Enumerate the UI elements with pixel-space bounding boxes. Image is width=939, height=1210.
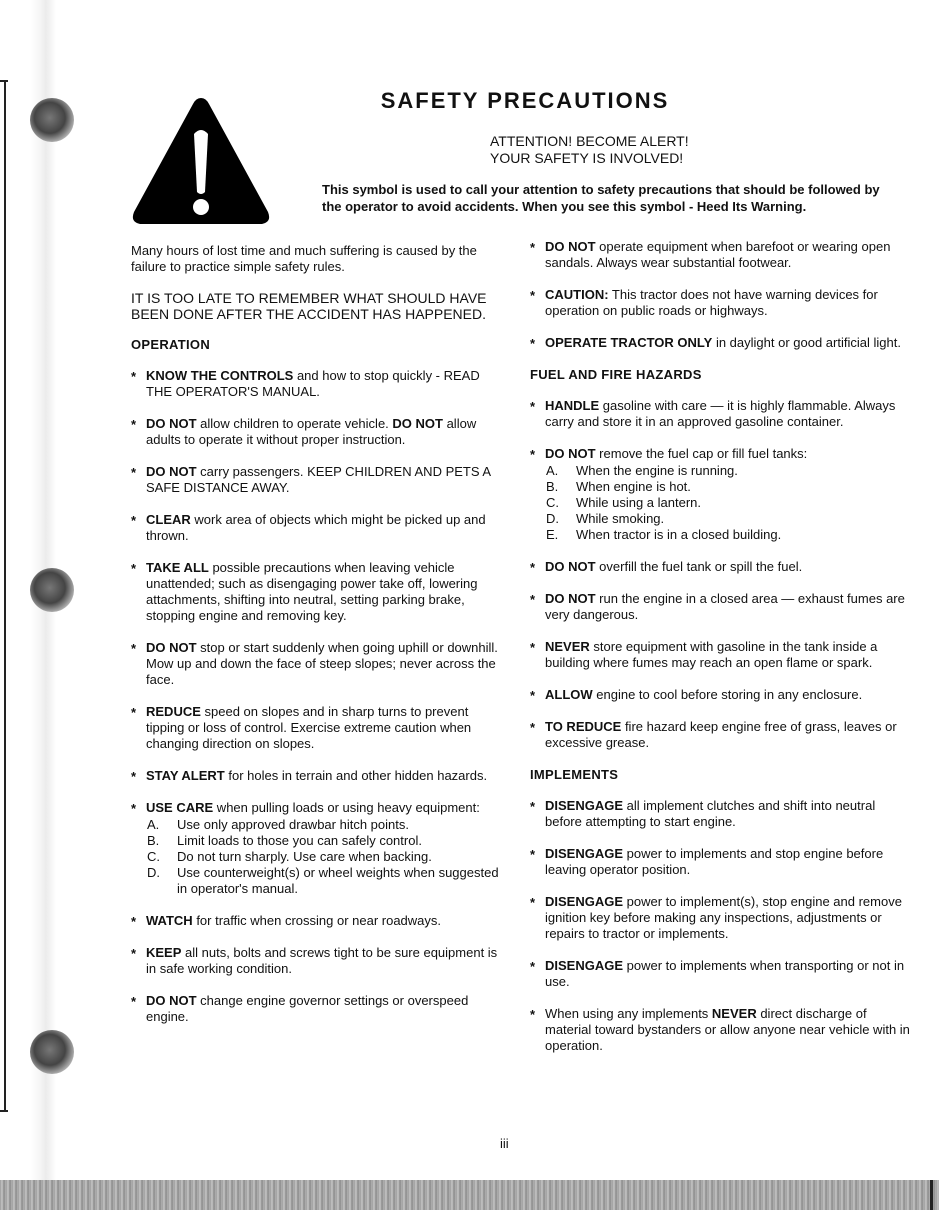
precaution-text: all implement clutches and shift into neutral before attempting to start engine. (545, 798, 876, 829)
precaution-item (530, 335, 910, 351)
sub-item-letter: A. (546, 463, 559, 478)
precaution-text: allow adults to operate it without proper instruction. (146, 416, 477, 447)
precaution-text: and how to stop quickly - READ THE OPERATOR'S MANUAL. (146, 368, 480, 399)
binder-edge-tick-bottom (0, 1110, 8, 1112)
sub-item-letter: E. (546, 527, 559, 542)
section-heading-implements: IMPLEMENTS (530, 767, 619, 782)
precaution-text: gasoline with care — it is highly flammable. Always carry and store it in an approved gasoline container. (545, 398, 896, 429)
symbol-explanation: This symbol is used to call your attention to safety precautions that should be followed by the operator to avoid accidents. When you see this symbol - Heed Its Warning. (322, 182, 880, 214)
precaution-item (530, 446, 910, 543)
sub-item (146, 865, 503, 897)
precaution-item (131, 416, 503, 448)
precaution-item (530, 398, 910, 430)
precaution-text: in daylight or good artificial light. (712, 335, 901, 350)
sub-item-text: Use counterweight(s) or wheel weights when suggested in operator's manual. (177, 865, 499, 896)
precaution-keyword: CAUTION: (545, 287, 609, 302)
precaution-keyword: DO NOT (146, 993, 197, 1008)
binder-edge-line (4, 80, 6, 1112)
sub-item-letter: D. (147, 865, 160, 880)
intro-text: Many hours of lost time and much suffering is caused by the failure to practice simple safety rules. (131, 243, 477, 274)
precaution-item (530, 798, 910, 830)
punch-hole-top (30, 98, 74, 142)
sub-item-text: Limit loads to those you can safely control. (177, 833, 422, 848)
precaution-item (131, 368, 503, 400)
precaution-item (530, 591, 910, 623)
precaution-text: for traffic when crossing or near roadways. (192, 913, 442, 928)
precaution-keyword: DO NOT (392, 416, 443, 431)
precaution-item (530, 287, 910, 319)
sub-item-letter: B. (546, 479, 559, 494)
sub-item-letter: D. (546, 511, 559, 526)
precaution-item (131, 704, 503, 752)
precaution-keyword: USE CARE (146, 800, 214, 815)
precaution-keyword: DISENGAGE (545, 894, 624, 909)
precaution-item (530, 639, 910, 671)
sub-item (545, 527, 910, 543)
precaution-text: run the engine in a closed area — exhaust fumes are very dangerous. (545, 591, 905, 622)
precaution-keyword: DISENGAGE (545, 798, 624, 813)
precaution-text: carry passengers. KEEP CHILDREN AND PETS A SAFE DISTANCE AWAY. (146, 464, 491, 495)
sub-item (545, 511, 910, 527)
sub-list (545, 463, 910, 543)
precaution-keyword: CLEAR (146, 512, 191, 527)
sub-item (545, 479, 910, 495)
precaution-text: work area of objects which might be picked up and thrown. (146, 512, 486, 543)
precaution-text: allow children to operate vehicle. (196, 416, 393, 431)
precaution-text: remove the fuel cap or fill fuel tanks: (595, 446, 808, 461)
sub-item-text: While smoking. (576, 511, 665, 526)
precaution-text: store equipment with gasoline in the tank inside a building where fumes may reach an open flame or spark. (545, 639, 878, 670)
attention-banner (490, 133, 689, 167)
precaution-keyword: KEEP (146, 945, 182, 960)
precaution-item (530, 894, 910, 942)
precaution-keyword: DO NOT (146, 640, 197, 655)
precaution-text: speed on slopes and in sharp turns to prevent tipping or loss of control. Exercise extreme caution when changing direction on slopes. (146, 704, 472, 751)
precaution-item (530, 687, 910, 703)
precaution-text: direct discharge of material toward bystanders or allow anyone near vehicle with in operation. (545, 1006, 910, 1053)
left-column (131, 243, 503, 1041)
precaution-text: stop or start suddenly when going uphill or downhill. Mow up and down the face of steep slopes; never across the face. (146, 640, 498, 687)
page-number: iii (500, 1136, 509, 1151)
page-title: SAFETY PRECAUTIONS (380, 88, 670, 113)
precaution-text: change engine governor settings or overspeed engine. (146, 993, 469, 1024)
scan-right-edge (930, 1180, 933, 1210)
precaution-item (131, 993, 503, 1025)
binder-edge-tick-top (0, 80, 8, 82)
precaution-text: overfill the fuel tank or spill the fuel. (595, 559, 803, 574)
attention-line: ATTENTION! BECOME ALERT! (490, 133, 689, 149)
precaution-keyword: DO NOT (545, 446, 596, 461)
sub-item-letter: A. (147, 817, 160, 832)
precaution-text: When using any implements (545, 1006, 712, 1021)
precaution-keyword: DO NOT (146, 416, 197, 431)
precaution-text: for holes in terrain and other hidden hazards. (224, 768, 488, 783)
sub-item (146, 849, 503, 865)
precaution-keyword: REDUCE (146, 704, 201, 719)
precaution-text: This tractor does not have warning devices for operation on public roads or highways. (545, 287, 878, 318)
sub-item (545, 463, 910, 479)
precaution-keyword: OPERATE TRACTOR ONLY (545, 335, 713, 350)
precaution-keyword: DISENGAGE (545, 846, 624, 861)
precaution-keyword: KNOW THE CONTROLS (146, 368, 294, 383)
sub-item-text: When engine is hot. (576, 479, 691, 494)
punch-hole-bottom (30, 1030, 74, 1074)
precaution-item (530, 559, 910, 575)
precaution-keyword: HANDLE (545, 398, 600, 413)
sub-item-text: While using a lantern. (576, 495, 702, 510)
sub-list (146, 817, 503, 897)
precaution-keyword: STAY ALERT (146, 768, 225, 783)
precaution-keyword: ALLOW (545, 687, 593, 702)
right-column (530, 239, 910, 1070)
sub-item-letter: C. (147, 849, 160, 864)
precaution-keyword: NEVER (711, 1006, 757, 1021)
precaution-item (530, 846, 910, 878)
precaution-item (131, 913, 503, 929)
precaution-item (131, 945, 503, 977)
section-heading-fuel: FUEL AND FIRE HAZARDS (530, 367, 702, 382)
precaution-keyword: WATCH (146, 913, 193, 928)
precaution-keyword: DO NOT (146, 464, 197, 479)
precaution-item (131, 512, 503, 544)
precaution-keyword: DO NOT (545, 239, 596, 254)
precaution-item (530, 1006, 910, 1054)
precaution-keyword: DISENGAGE (545, 958, 624, 973)
sub-item-text: Use only approved drawbar hitch points. (177, 817, 409, 832)
too-late-warning: IT IS TOO LATE TO REMEMBER WHAT SHOULD HAVE BEEN DONE AFTER THE ACCIDENT HAS HAPPENED. (131, 290, 487, 322)
precaution-item (131, 640, 503, 688)
sub-item-letter: B. (147, 833, 160, 848)
precaution-text: power to implements and stop engine before leaving operator position. (545, 846, 884, 877)
scan-bottom-edge (0, 1180, 939, 1210)
sub-item-text: When the engine is running. (576, 463, 738, 478)
sub-item (146, 817, 503, 833)
sub-item-text: When tractor is in a closed building. (576, 527, 782, 542)
precaution-item (530, 958, 910, 990)
precaution-keyword: DO NOT (545, 591, 596, 606)
precaution-text: fire hazard keep engine free of grass, leaves or excessive grease. (545, 719, 897, 750)
precaution-item (131, 768, 503, 784)
precaution-text: operate equipment when barefoot or wearing open sandals. Always wear substantial footwear. (545, 239, 891, 270)
precaution-text: possible precautions when leaving vehicle unattended; such as disengaging power take off, lowering attachments, shifting into neutral, setting parking brake, stopping engine and removing key. (146, 560, 478, 623)
precaution-text: power to implement(s), stop engine and remove ignition key before making any inspections, adjustments or repairs to tractor or implements. (545, 894, 902, 941)
precaution-keyword: NEVER (545, 639, 590, 654)
punch-hole-middle (30, 568, 74, 612)
section-heading-operation: OPERATION (131, 337, 211, 352)
precaution-item (530, 239, 910, 271)
sub-item (545, 495, 910, 511)
sub-item-text: Do not turn sharply. Use care when backing. (177, 849, 432, 864)
warning-triangle-icon (130, 96, 272, 228)
sub-item (146, 833, 503, 849)
precaution-text: power to implements when transporting or not in use. (545, 958, 905, 989)
precaution-keyword: TAKE ALL (146, 560, 209, 575)
precaution-text: when pulling loads or using heavy equipment: (213, 800, 480, 815)
precaution-keyword: DO NOT (545, 559, 596, 574)
precaution-item (131, 800, 503, 897)
precaution-keyword: TO REDUCE (545, 719, 622, 734)
attention-line: YOUR SAFETY IS INVOLVED! (490, 150, 684, 166)
sub-item-letter: C. (546, 495, 559, 510)
precaution-text: engine to cool before storing in any enclosure. (592, 687, 863, 702)
precaution-item (131, 464, 503, 496)
precaution-text: all nuts, bolts and screws tight to be sure equipment is in safe working condition. (146, 945, 498, 976)
precaution-item (131, 560, 503, 624)
precaution-item (530, 719, 910, 751)
